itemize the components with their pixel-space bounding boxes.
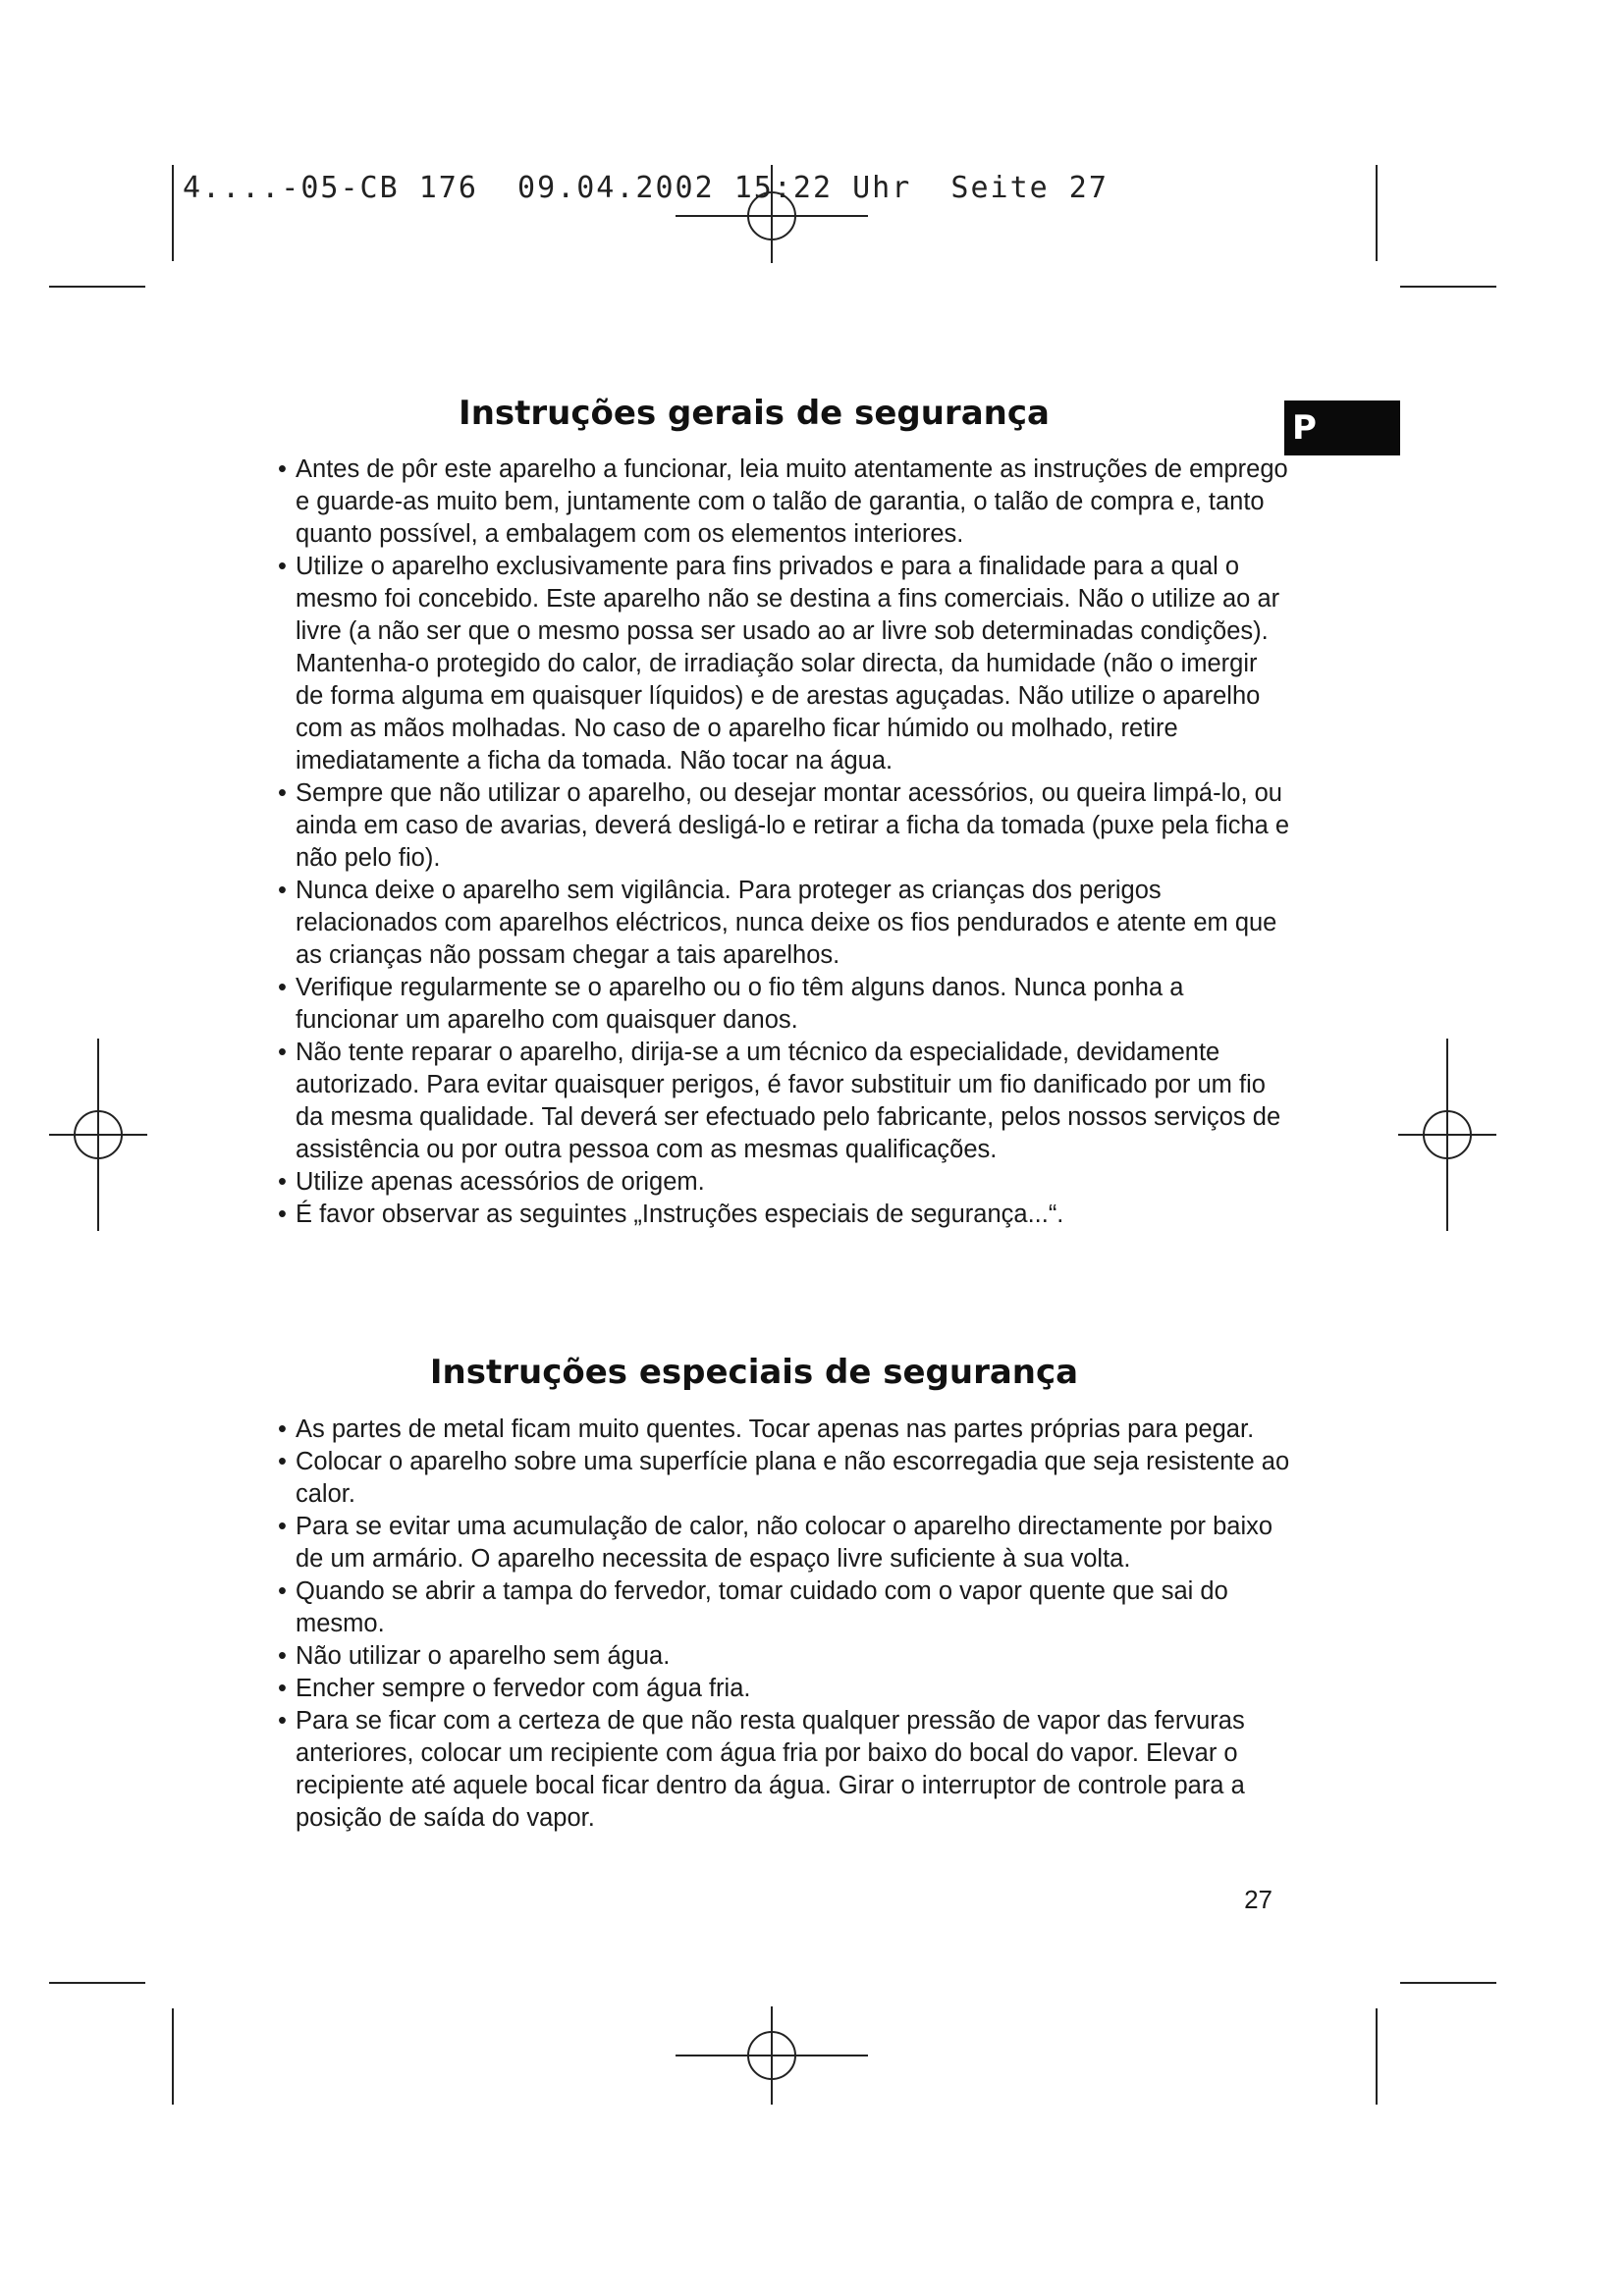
bullet-icon: • [278, 974, 287, 1001]
bullet-icon: • [278, 553, 287, 580]
list-item: • É favor observar as seguintes „Instruções especiais de segurança...“. [250, 1199, 1291, 1231]
list-item: • Não utilizar o aparelho sem água. [250, 1640, 1291, 1673]
list-item: • Quando se abrir a tampa do fervedor, tomar cuidado com o vapor quente que sai do mesmo. [278, 1577, 1228, 1637]
list-item: • Utilize o aparelho exclusivamente para fins privados e para a finalidade para a qual o mesmo foi concebido. Este aparelho não se destina a fins comerciais. Não o utilize ao ar livre (a não ser que o mesmo possa ser usado ao ar livre sob determinadas condições). Mantenha-o protegido do calor, de irradiação solar directa, da humidade (não o imergir de forma alguma em quaisquer líquidos) e de arestas aguçadas. Não utilize o aparelho com as mãos molhadas. No caso de o aparelho ficar húmido ou molhado, retire imediatamente a ficha da tomada. Não tocar na água. [278, 553, 1280, 774]
list-item: • Colocar o aparelho sobre uma superfície plana e não escorregadia que seja resistente ao calor. [278, 1448, 1290, 1508]
registration-mark-bottom [676, 2006, 868, 2105]
special-safety-list [250, 1414, 1291, 1835]
bullet-icon: • [278, 1675, 287, 1702]
bullet-icon: • [278, 1707, 287, 1735]
bullet-icon: • [278, 1168, 287, 1196]
list-item: • Para se ficar com a certeza de que não resta qualquer pressão de vapor das fervuras anteriores, colocar um recipiente com água fria por baixo do bocal do vapor. Elevar o recipiente até aquele bocal ficar dentro da água. Girar o interruptor de controle para a posição de saída do vapor. [278, 1707, 1245, 1832]
bullet-icon: • [278, 1039, 287, 1066]
page-number: 27 [1244, 1885, 1272, 1914]
list-item: • Sempre que não utilizar o aparelho, ou desejar montar acessórios, ou queira limpá-lo, ou ainda em caso de avarias, deverá desligá-lo e retirar a ficha da tomada (puxe pela ficha e não pelo fio). [278, 779, 1290, 872]
registration-mark-left [49, 1039, 147, 1231]
bullet-icon: • [278, 1201, 287, 1228]
list-item: • Antes de pôr este aparelho a funcionar, leia muito atentamente as instruções de emprego e guarde-as muito bem, juntamente com o talão de garantia, o talão de compra e, tanto quanto possível, a embalagem com os elementos interiores. [278, 455, 1288, 548]
list-item: • Para se evitar uma acumulação de calor, não colocar o aparelho directamente por baixo de um armário. O aparelho necessita de espaço livre suficiente à sua volta. [278, 1513, 1273, 1573]
bullet-icon: • [278, 1642, 287, 1670]
list-item: • Verifique regularmente se o aparelho ou o fio têm alguns danos. Nunca ponha a funcionar um aparelho com quaisquer danos. [278, 974, 1184, 1034]
list-item: • Utilize apenas acessórios de origem. [250, 1166, 1291, 1199]
print-header: 4....-05-CB 176 09.04.2002 15:22 Uhr Seite 27 [183, 171, 1109, 205]
bullet-icon: • [278, 1513, 287, 1540]
language-tab: P [1284, 400, 1400, 455]
general-safety-list [250, 454, 1291, 1231]
bullet-icon: • [278, 1415, 287, 1443]
bullet-icon: • [278, 455, 287, 483]
list-item: • Não tente reparar o aparelho, dirija-se a um técnico da especialidade, devidamente autorizado. Para evitar quaisquer perigos, é favor substituir um fio danificado por um fio da mesma qualidade. Tal deverá ser efectuado pelo fabricante, pelos nossos serviços de assistência ou por outra pessoa com as mesmas qualificações. [278, 1039, 1281, 1163]
section-title-general: Instruções gerais de segurança [459, 394, 1050, 433]
list-item: • As partes de metal ficam muito quentes. Tocar apenas nas partes próprias para pegar. [250, 1414, 1291, 1446]
registration-mark-right [1398, 1039, 1496, 1231]
list-item: • Encher sempre o fervedor com água fria. [250, 1673, 1291, 1705]
bullet-icon: • [278, 877, 287, 904]
bullet-icon: • [278, 1577, 287, 1605]
bullet-icon: • [278, 779, 287, 807]
list-item: • Nunca deixe o aparelho sem vigilância. Para proteger as crianças dos perigos relacionados com aparelhos eléctricos, nunca deixe os fios pendurados e atente em que as crianças não possam chegar a tais aparelhos. [278, 877, 1277, 969]
section-title-special: Instruções especiais de segurança [429, 1353, 1079, 1392]
bullet-icon: • [278, 1448, 287, 1475]
